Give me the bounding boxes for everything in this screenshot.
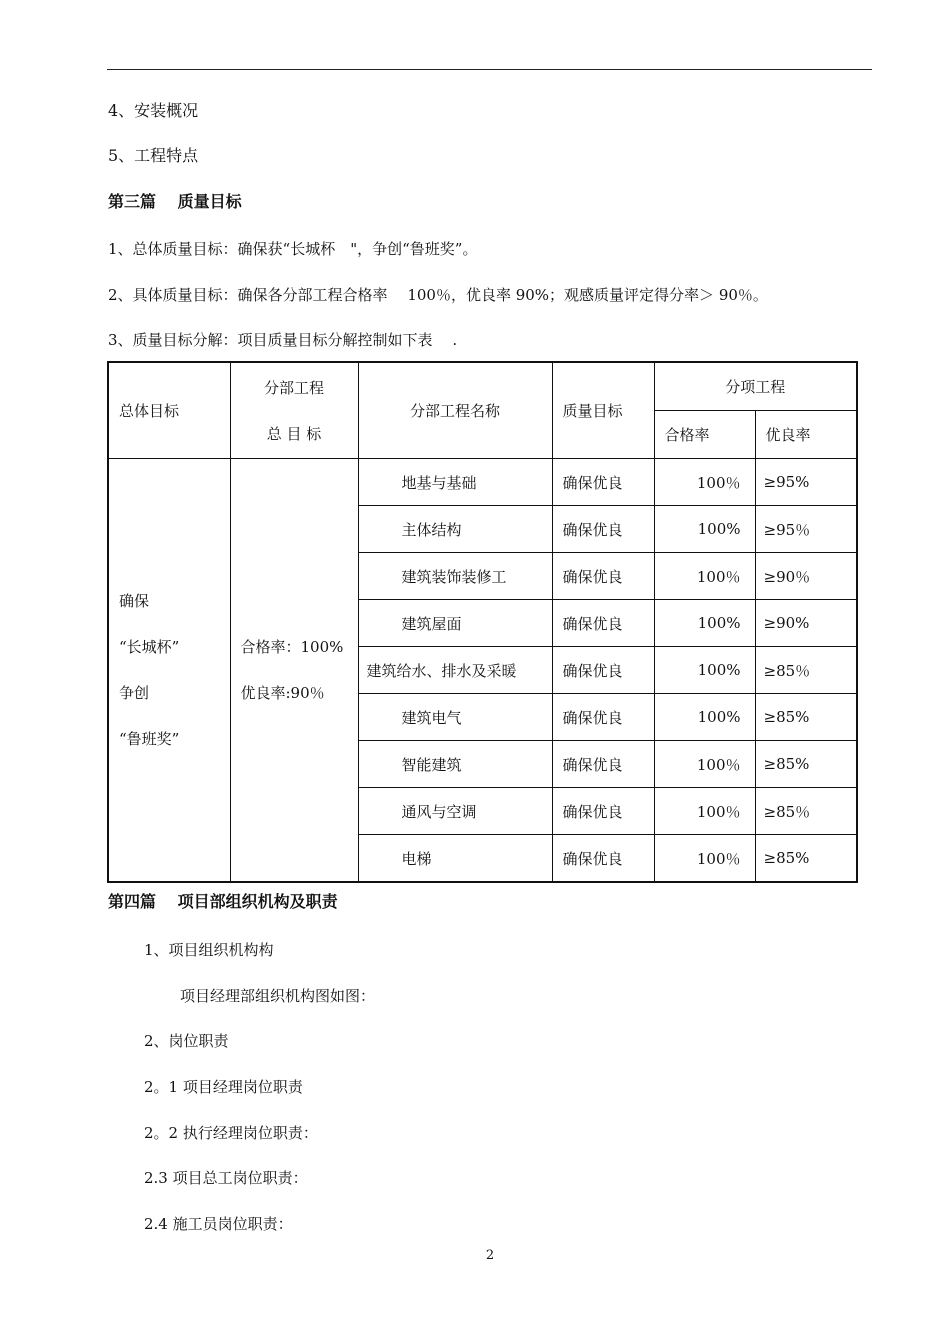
header-sub-total-goal [230,362,358,459]
overall-goal-line: 争创 [119,684,150,702]
sub-name-cell: 主体结构 [358,506,552,553]
quality-cell: 确保优良 [552,788,654,835]
org-chart-note: 项目经理部组织机构图如图： [180,987,376,1005]
header-sub-total-line-1: 分部工程 [263,378,324,397]
quality-cell: 确保优良 [552,600,654,647]
part-4-title: 第四篇 项目部组织机构及职责 [108,892,338,911]
header-overall-goal: 总体目标 [108,362,230,459]
header-rule [107,69,872,70]
sub-name-cell: 电梯 [358,835,552,883]
duties-heading: 2、岗位职责 [144,1032,229,1050]
quality-cell: 确保优良 [552,741,654,788]
pass-cell: 100% [654,694,755,741]
quality-cell: 确保优良 [552,835,654,883]
quality-cell: 确保优良 [552,506,654,553]
header-item-work: 分项工程 [654,362,857,411]
part-3-title: 第三篇 质量目标 [108,192,242,211]
overall-goal-cell [108,459,230,883]
overall-goal-line: “鲁班奖” [119,730,180,748]
quality-cell: 确保优良 [552,459,654,506]
header-pass-rate: 合格率 [654,411,755,459]
sub-name-cell: 建筑装饰装修工 [358,553,552,600]
item-5-heading: 5、工程特点 [108,146,199,165]
quality-cell: 确保优良 [552,647,654,694]
pass-cell: 100％ [654,835,755,883]
excellent-cell: ≥85% [755,835,857,883]
sub-goal-line: 优良率:90％ [240,684,325,702]
specific-goal-text: 2、具体质量目标：确保各分部工程合格率 100％，优良率 90%；观感质量评定得分率＞ 90％。 [108,286,768,304]
pass-cell: 100% [654,647,755,694]
excellent-cell: ≥85% [755,694,857,741]
sub-goal-cell [230,459,358,883]
pass-cell: 100% [654,600,755,647]
table-row [108,459,857,506]
pass-cell: 100% [654,506,755,553]
excellent-cell: ≥85% [755,741,857,788]
sub-name-cell: 建筑给水、排水及采暖 [358,647,552,694]
duty-pm: 2。1 项目经理岗位职责 [144,1078,303,1096]
sub-name-cell: 智能建筑 [358,741,552,788]
excellent-cell: ≥85％ [755,647,857,694]
header-sub-total-line-2: 总 目 标 [266,424,322,443]
quality-goal-table [107,361,858,883]
duty-executive-manager: 2。2 执行经理岗位职责： [144,1124,318,1142]
sub-name-cell: 地基与基础 [358,459,552,506]
duty-site-staff: 2.4 施工员岗位职责： [144,1215,293,1233]
excellent-cell: ≥95％ [755,506,857,553]
org-structure-heading: 1、项目组织机构构 [144,941,274,959]
item-4-heading: 4、安装概况 [108,101,199,120]
header-sub-name: 分部工程名称 [358,362,552,459]
pass-cell: 100％ [654,741,755,788]
goal-breakdown-text: 3、质量目标分解：项目质量目标分解控制如下表 . [108,331,458,349]
sub-goal-line: 合格率：100% [240,638,344,656]
pass-cell: 100％ [654,788,755,835]
overall-goal-line: “长城杯” [119,638,180,656]
quality-cell: 确保优良 [552,694,654,741]
sub-name-cell: 建筑屋面 [358,600,552,647]
header-quality-goal: 质量目标 [552,362,654,459]
pass-cell: 100％ [654,459,755,506]
overall-goal-text: 1、总体质量目标：确保获“长城杯 "，争创“鲁班奖”。 [108,240,478,258]
pass-cell: 100％ [654,553,755,600]
excellent-cell: ≥95% [755,459,857,506]
header-excellent-rate: 优良率 [755,411,857,459]
sub-name-cell: 通风与空调 [358,788,552,835]
overall-goal-line: 确保 [119,592,150,610]
duty-chief-engineer: 2.3 项目总工岗位职责： [144,1169,308,1187]
excellent-cell: ≥85％ [755,788,857,835]
excellent-cell: ≥90％ [755,553,857,600]
excellent-cell: ≥90% [755,600,857,647]
page-number: 2 [485,1248,495,1263]
quality-cell: 确保优良 [552,553,654,600]
sub-name-cell: 建筑电气 [358,694,552,741]
